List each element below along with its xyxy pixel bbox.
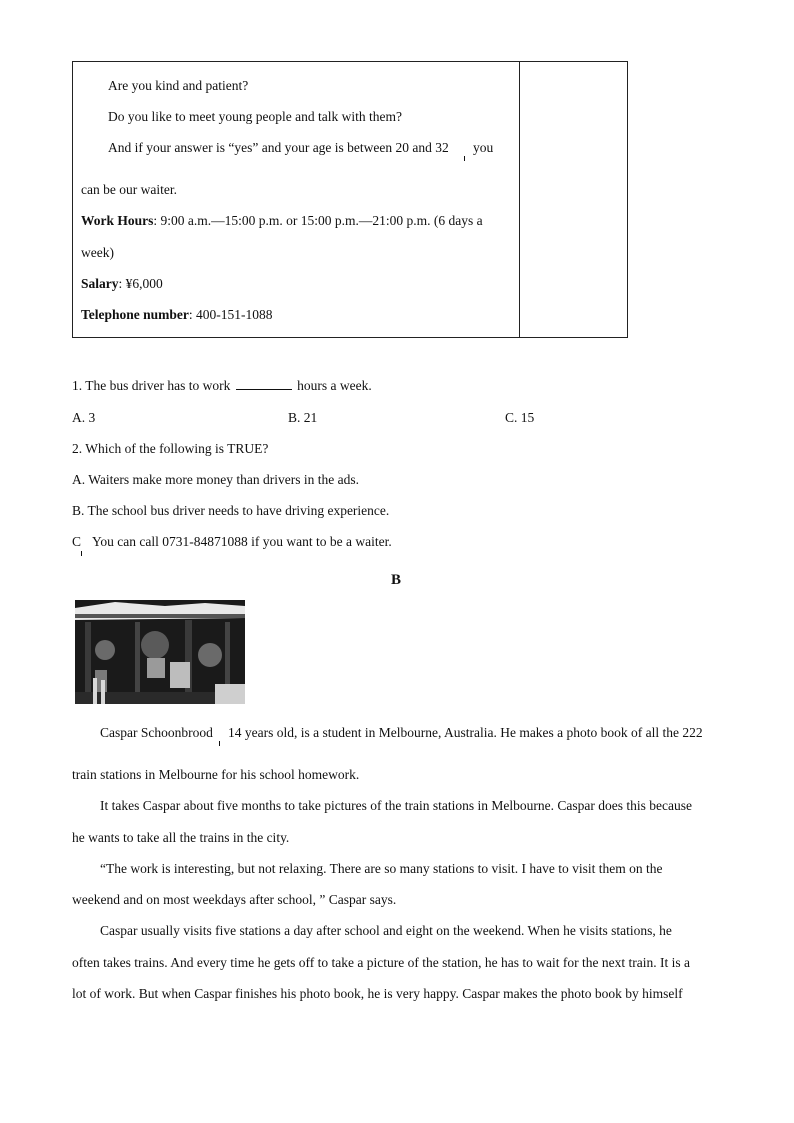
punctuation-mark: [219, 741, 220, 746]
salary-value: : ¥6,000: [118, 276, 163, 291]
q2-option-b: B. The school bus driver needs to have driving experience.: [72, 503, 390, 518]
ad-line-kind: Are you kind and patient?: [108, 78, 249, 93]
ad-work-hours-cont: week): [81, 245, 114, 260]
section-title-b: B: [391, 572, 402, 588]
question-1: [72, 378, 372, 394]
passage-p1-end: train stations in Melbourne for his school homework.: [72, 767, 360, 782]
passage-p4-mid: often takes trains. And every time he gets off to take a picture of the station, he has to wait for the next train. It is a: [72, 955, 690, 970]
passage-p3-end: weekend and on most weekdays after school, ” Caspar says.: [72, 892, 397, 907]
passage-p4-start: Caspar usually visits five stations a day after school and eight on the weekend. When he visits stations, he: [100, 923, 672, 938]
work-hours-label: Work Hours: [81, 213, 154, 228]
passage-p1-cont: 14 years old, is a student in Melbourne, Australia. He makes a photo book of all the 222: [228, 725, 703, 740]
salary-label: Salary: [81, 276, 119, 291]
passage-p3-start: “The work is interesting, but not relaxing. There are so many stations to visit. I have to visit them on the: [100, 861, 663, 876]
ad-work-hours: [81, 213, 483, 229]
telephone-value: : 400-151-1088: [188, 307, 273, 322]
passage-p1-start: Caspar Schoonbrood: [100, 725, 213, 740]
job-ad-box: [72, 61, 628, 338]
q1-option-b: B. 21: [288, 410, 318, 425]
passage-p2-start: It takes Caspar about five months to take pictures of the train stations in Melbourne. Caspar does this because: [100, 798, 692, 813]
work-hours-value: : 9:00 a.m.—15:00 p.m. or 15:00 p.m.—21:00 p.m. (6 days a: [153, 213, 483, 228]
punctuation-mark: [81, 551, 82, 556]
q1-option-c: C. 15: [505, 410, 535, 425]
question-2: 2. Which of the following is TRUE?: [72, 441, 269, 456]
ad-line-answer-tail: you: [473, 140, 494, 155]
passage-p2-end: he wants to take all the trains in the city.: [72, 830, 290, 845]
ad-line-waiter: can be our waiter.: [81, 182, 177, 197]
telephone-label: Telephone number: [81, 307, 189, 322]
q1-text-end: hours a week.: [297, 378, 372, 393]
q1-text: 1. The bus driver has to work: [72, 378, 231, 393]
train-station-photo: [75, 600, 245, 704]
ad-line-meet: Do you like to meet young people and talk with them?: [108, 109, 402, 124]
q1-option-a: A. 3: [72, 410, 96, 425]
ad-salary: [81, 276, 163, 292]
ad-line-answer: And if your answer is “yes” and your age is between 20 and 32: [108, 140, 449, 155]
q2-option-c-letter: C: [72, 534, 82, 549]
ad-column-divider: [519, 61, 520, 338]
answer-blank: [236, 388, 292, 390]
q2-option-a: A. Waiters make more money than drivers in the ads.: [72, 472, 359, 487]
punctuation-mark: [464, 156, 465, 161]
q2-option-c: You can call 0731-84871088 if you want to be a waiter.: [92, 534, 392, 549]
passage-p4-end: lot of work. But when Caspar finishes his photo book, he is very happy. Caspar makes the photo book by himself: [72, 986, 683, 1001]
ad-telephone: [81, 307, 273, 323]
